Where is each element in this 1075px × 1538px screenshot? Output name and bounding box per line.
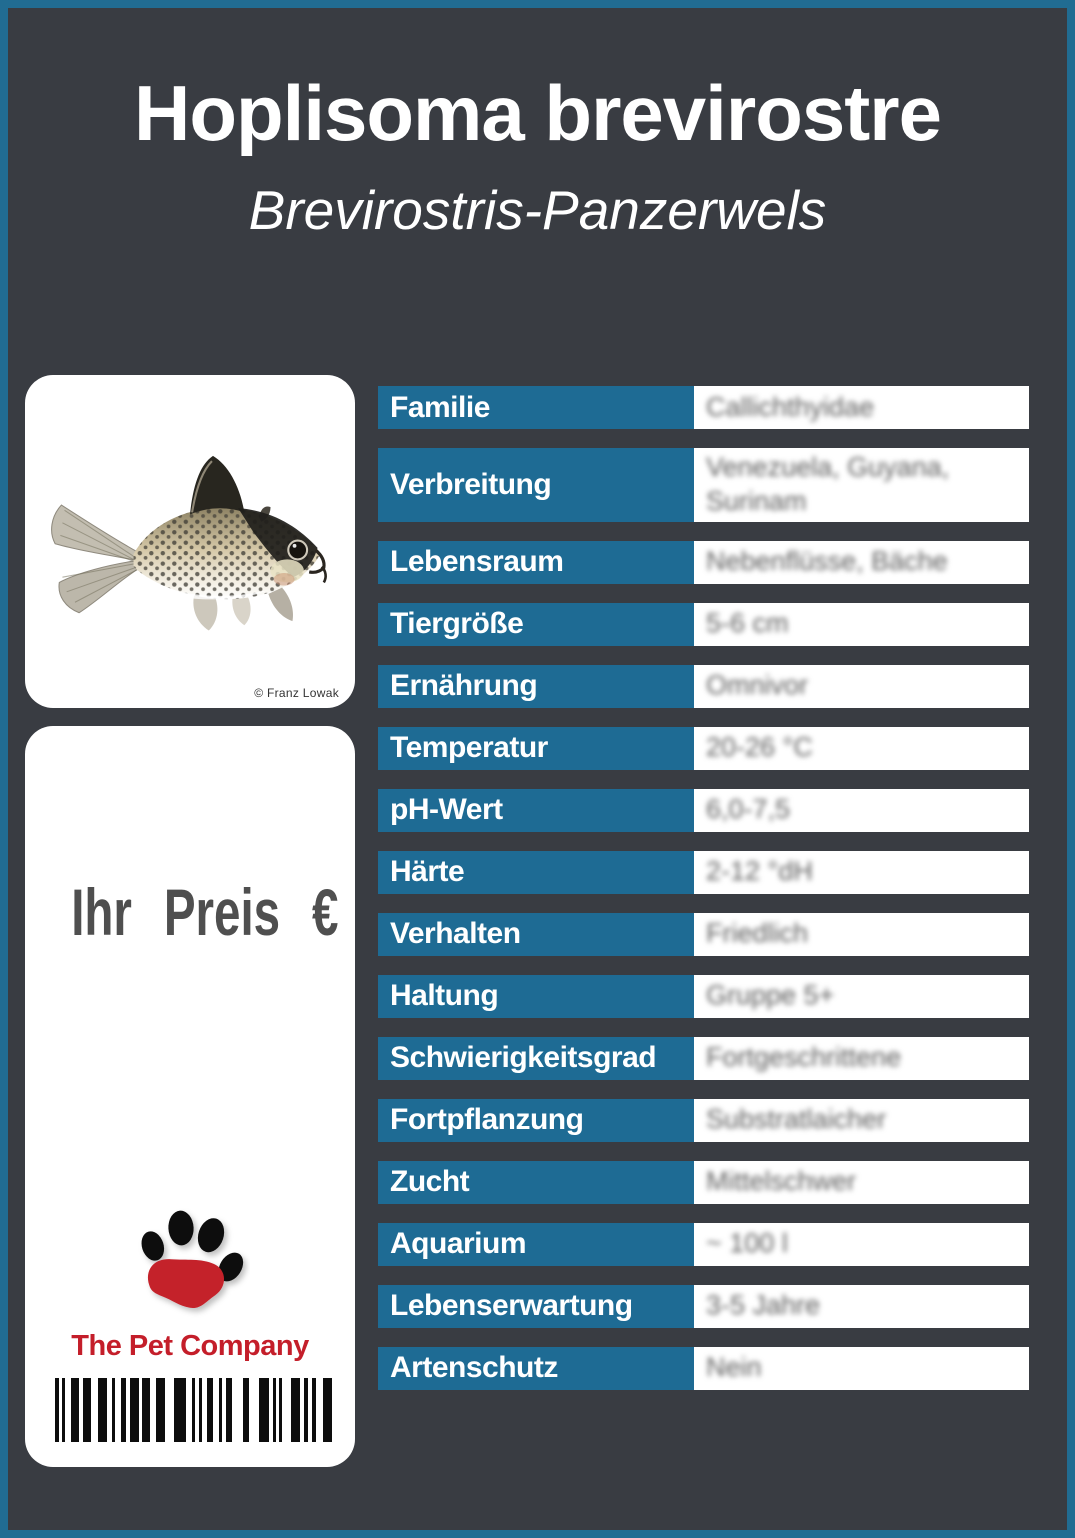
attribute-value: 3-5 Jahre (694, 1285, 1029, 1328)
table-row (378, 913, 1029, 956)
attribute-label: Tiergröße (378, 603, 694, 646)
brand-name: The Pet Company (71, 1330, 309, 1362)
attribute-label: Haltung (378, 975, 694, 1018)
attribute-value: Gruppe 5+ (694, 975, 1029, 1018)
attribute-label: Härte (378, 851, 694, 894)
species-attribute-table (378, 386, 1029, 1390)
table-row (378, 1285, 1029, 1328)
attribute-label: pH-Wert (378, 789, 694, 832)
table-row (378, 789, 1029, 832)
photo-card (25, 375, 355, 708)
attribute-value: Fortgeschrittene (694, 1037, 1029, 1080)
attribute-value: Callichthyidae (694, 386, 1029, 429)
attribute-value: ~ 100 l (694, 1223, 1029, 1266)
attribute-label: Zucht (378, 1161, 694, 1204)
attribute-label: Temperatur (378, 727, 694, 770)
species-scientific-name: Hoplisoma brevirostre (134, 69, 941, 157)
attribute-label: Familie (378, 386, 694, 429)
attribute-value: 2-12 °dH (694, 851, 1029, 894)
attribute-label: Verbreitung (378, 448, 694, 522)
attribute-label: Lebensraum (378, 541, 694, 584)
attribute-label: Artenschutz (378, 1347, 694, 1390)
attribute-value: Mittelschwer (694, 1161, 1029, 1204)
price-label: Ihr Preis € (71, 875, 339, 949)
attribute-label: Schwierigkeitsgrad (378, 1037, 694, 1080)
attribute-value: 20-26 °C (694, 727, 1029, 770)
attribute-label: Lebenserwartung (378, 1285, 694, 1328)
table-row (378, 975, 1029, 1018)
table-row (378, 541, 1029, 584)
attribute-label: Ernährung (378, 665, 694, 708)
paw-icon (130, 1204, 250, 1330)
attribute-value: Omnivor (694, 665, 1029, 708)
table-row (378, 1161, 1029, 1204)
attribute-label: Fortpflanzung (378, 1099, 694, 1142)
table-row (378, 386, 1029, 429)
table-row (378, 1037, 1029, 1080)
attribute-value: Friedlich (694, 913, 1029, 956)
table-row (378, 448, 1029, 522)
attribute-value: Substratlaicher (694, 1099, 1029, 1142)
table-row (378, 1347, 1029, 1390)
attribute-value: Nebenflüsse, Bäche (694, 541, 1029, 584)
attribute-value: Nein (694, 1347, 1029, 1390)
attribute-label: Verhalten (378, 913, 694, 956)
price-card (25, 726, 355, 1467)
table-row (378, 851, 1029, 894)
attribute-value: 6,0-7,5 (694, 789, 1029, 832)
attribute-value: Venezuela, Guyana, Surinam (694, 448, 1029, 522)
table-row (378, 727, 1029, 770)
table-row (378, 1223, 1029, 1266)
photo-credit: © Franz Lowak (254, 686, 339, 700)
attribute-value: 5-6 cm (694, 603, 1029, 646)
table-row (378, 665, 1029, 708)
table-row (378, 1099, 1029, 1142)
barcode (55, 1378, 335, 1442)
attribute-label: Aquarium (378, 1223, 694, 1266)
table-row (378, 603, 1029, 646)
corydoras-fish-illustration (33, 435, 347, 665)
species-common-name: Brevirostris-Panzerwels (248, 179, 827, 241)
